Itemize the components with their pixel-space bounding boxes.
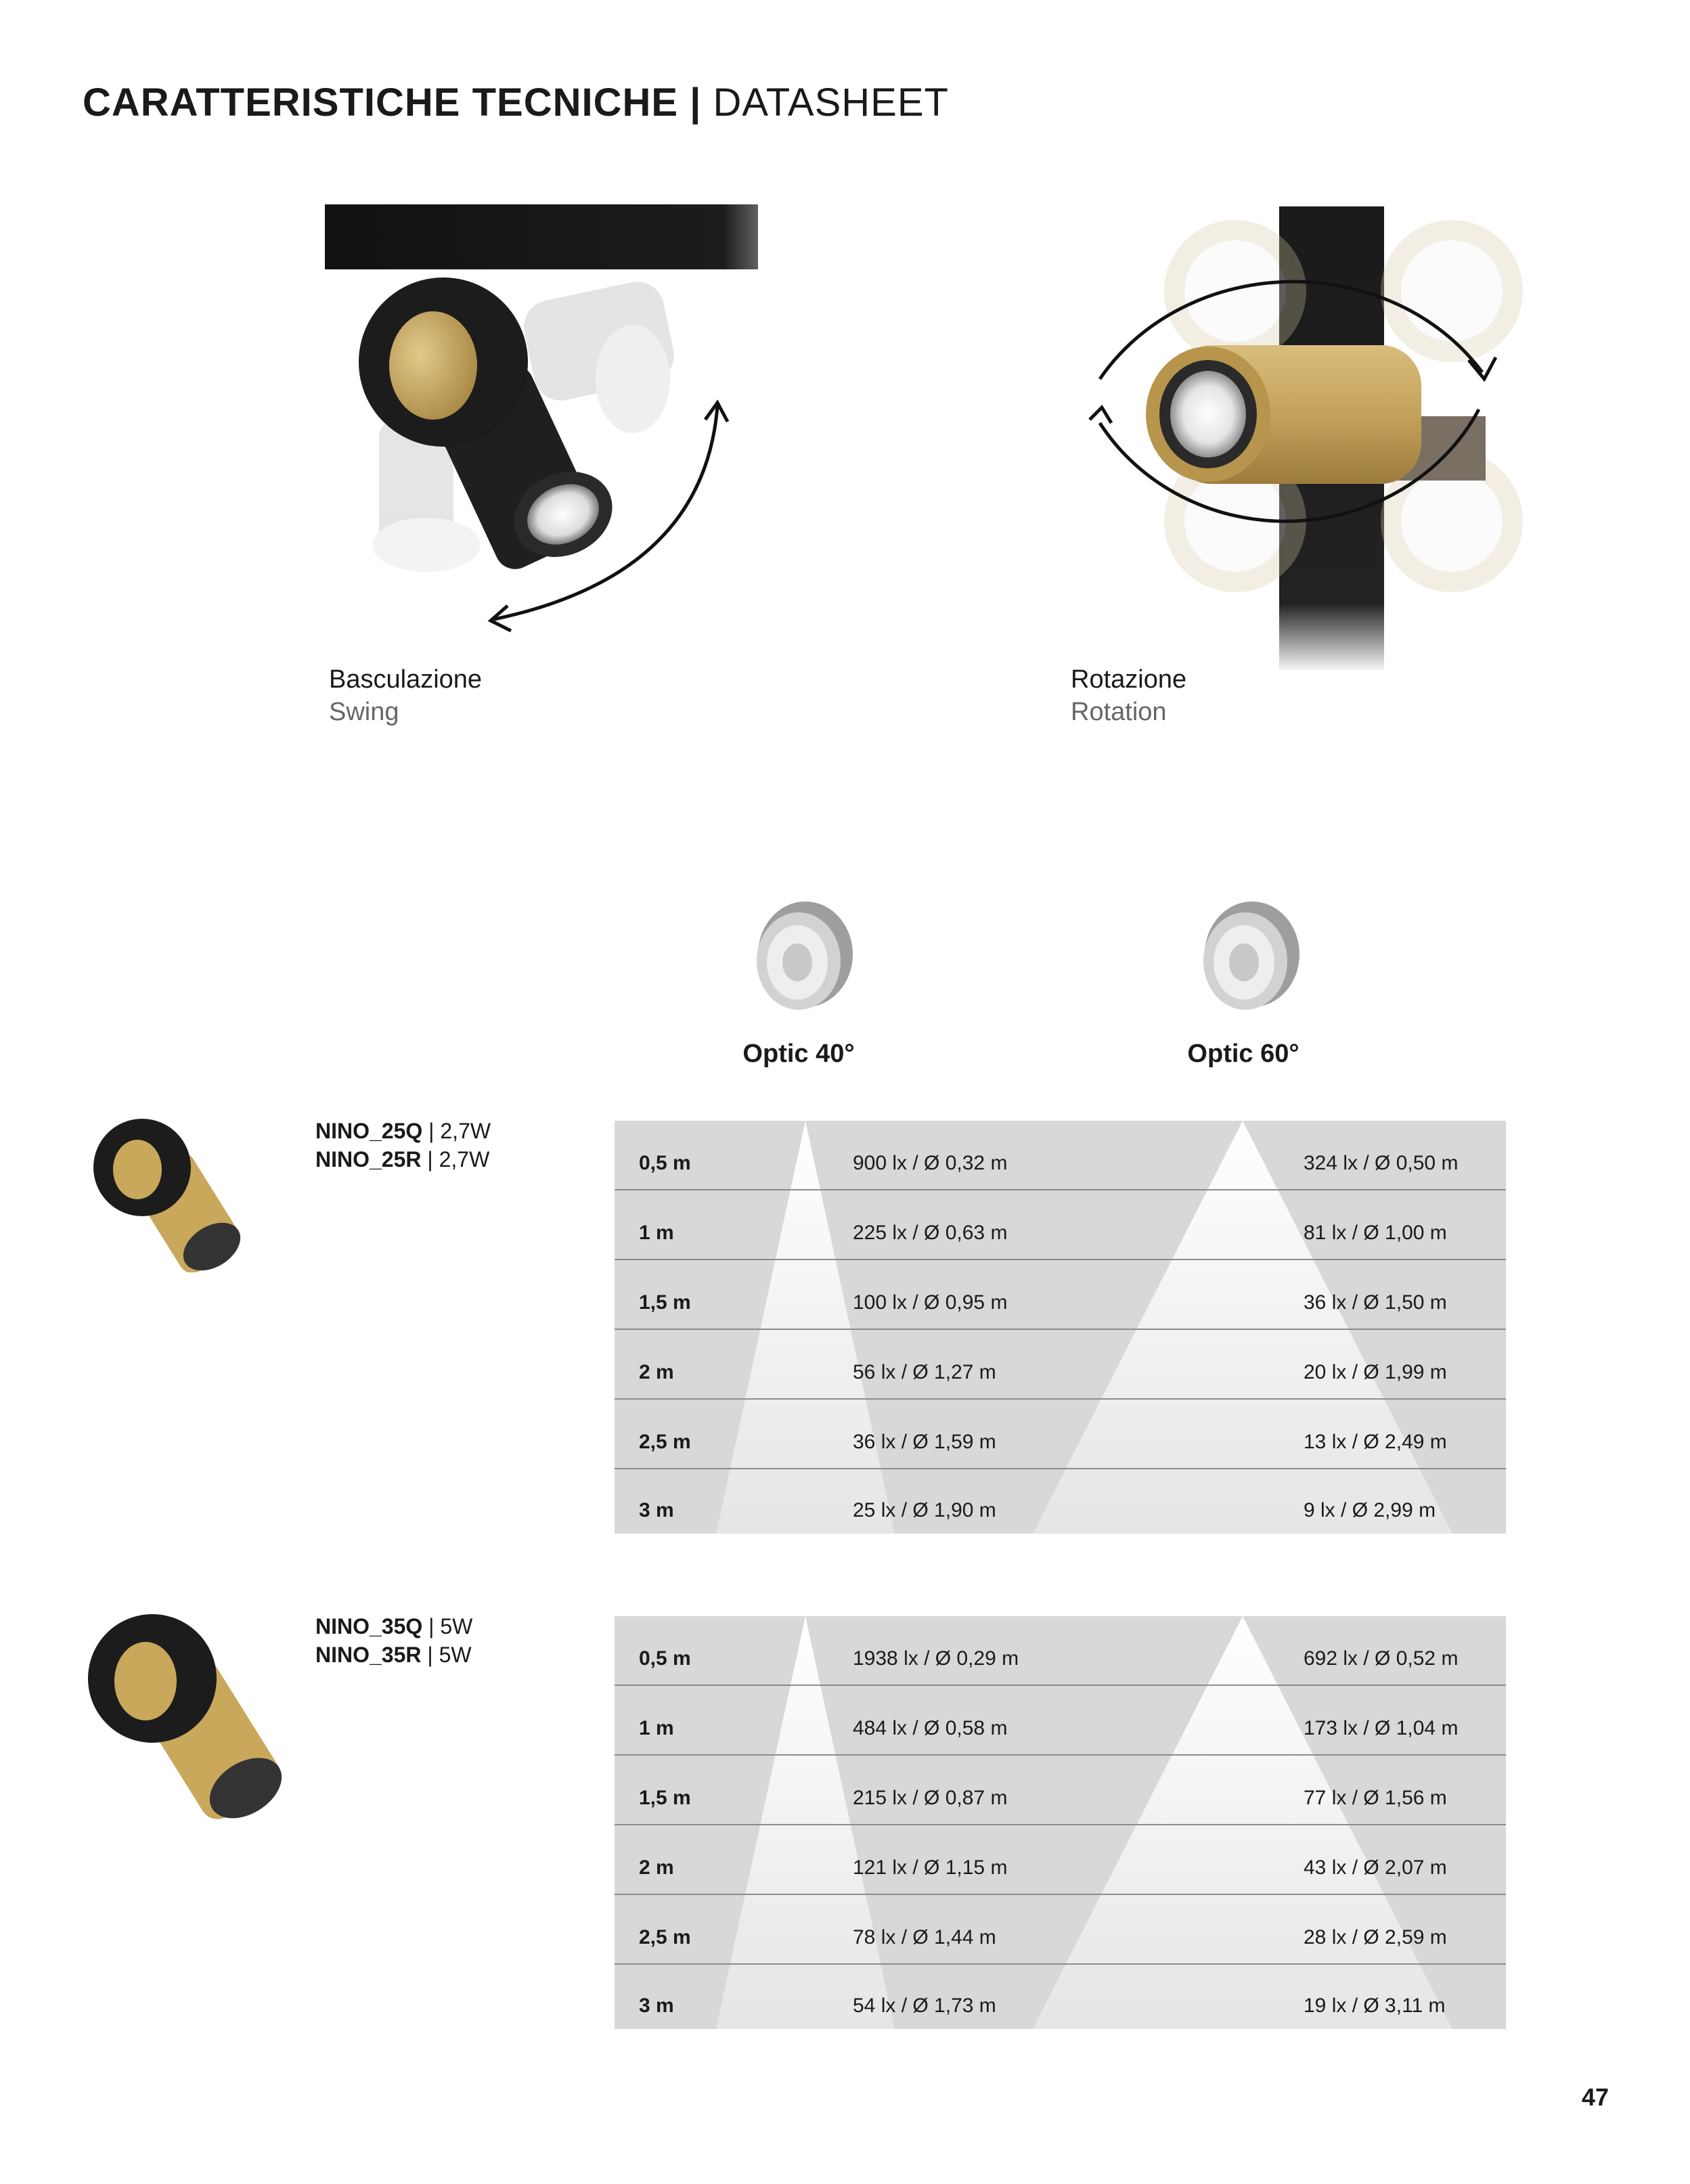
model-code: NINO_35R xyxy=(315,1643,422,1667)
model-code: NINO_25Q xyxy=(315,1119,423,1143)
swing-subtitle: Swing xyxy=(329,698,399,726)
table-row: 1 m 225 lx / Ø 0,63 m 81 lx / Ø 1,00 m xyxy=(615,1190,1506,1260)
title-light: DATASHEET xyxy=(713,81,949,125)
page-title xyxy=(83,80,949,125)
swing-title: Basculazione xyxy=(329,665,483,694)
model-power: 2,7W xyxy=(439,1147,490,1172)
table-row: 2,5 m 78 lx / Ø 1,44 m 28 lx / Ø 2,59 m xyxy=(615,1895,1506,1965)
swing-caption xyxy=(329,663,482,728)
model-code: NINO_35Q xyxy=(315,1614,423,1639)
model-power: 2,7W xyxy=(440,1119,491,1143)
optic-40-title: Optic 40° xyxy=(742,1040,855,1068)
product-nino-35-label: NINO_35Q | 5W NINO_35R | 5W xyxy=(315,1614,473,1667)
table-row: 2 m 56 lx / Ø 1,27 m 20 lx / Ø 1,99 m xyxy=(615,1330,1506,1400)
table-row: 2,5 m 36 lx / Ø 1,59 m 13 lx / Ø 2,49 m xyxy=(615,1400,1506,1469)
optic-60-lens-icon xyxy=(1191,893,1303,1022)
table-row: 3 m 25 lx / Ø 1,90 m 9 lx / Ø 2,99 m xyxy=(639,1499,1436,1521)
product-nino-35-image xyxy=(85,1611,288,1827)
table-row: 1 m 484 lx / Ø 0,58 m 173 lx / Ø 1,04 m xyxy=(615,1686,1506,1756)
product-nino-25-label: NINO_25Q | 2,7W NINO_25R | 2,7W xyxy=(315,1119,491,1172)
rotation-illustration xyxy=(1083,183,1570,670)
rotation-title: Rotazione xyxy=(1071,665,1187,694)
model-power: 5W xyxy=(440,1614,473,1639)
table-row: 3 m 54 lx / Ø 1,73 m 19 lx / Ø 3,11 m xyxy=(639,1994,1446,2017)
table-row: 1,5 m 100 lx / Ø 0,95 m 36 lx / Ø 1,50 m xyxy=(615,1260,1506,1330)
table-row: 2 m 121 lx / Ø 1,15 m 43 lx / Ø 2,07 m xyxy=(615,1825,1506,1895)
title-bold: CARATTERISTICHE TECNICHE xyxy=(83,81,679,125)
model-power: 5W xyxy=(439,1643,472,1667)
title-separator: | xyxy=(690,81,702,125)
swing-illustration xyxy=(325,196,758,656)
table-row: 1,5 m 215 lx / Ø 0,87 m 77 lx / Ø 1,56 m xyxy=(615,1756,1506,1825)
optic-40-lens-icon xyxy=(744,893,856,1022)
model-code: NINO_25R xyxy=(315,1147,422,1172)
table-row: 0,5 m 1938 lx / Ø 0,29 m 692 lx / Ø 0,52 m xyxy=(615,1616,1506,1686)
rotation-subtitle: Rotation xyxy=(1071,698,1167,726)
optic-60-title: Optic 60° xyxy=(1187,1040,1299,1068)
table-row: 0,5 m 900 lx / Ø 0,32 m 324 lx / Ø 0,50 m xyxy=(615,1121,1506,1190)
photometric-table-nino-35 xyxy=(615,1616,1506,2029)
photometric-table-nino-25 xyxy=(615,1121,1506,1534)
product-nino-25-image xyxy=(91,1117,247,1272)
page-number: 47 xyxy=(1581,2083,1609,2111)
rotation-caption xyxy=(1071,663,1186,728)
